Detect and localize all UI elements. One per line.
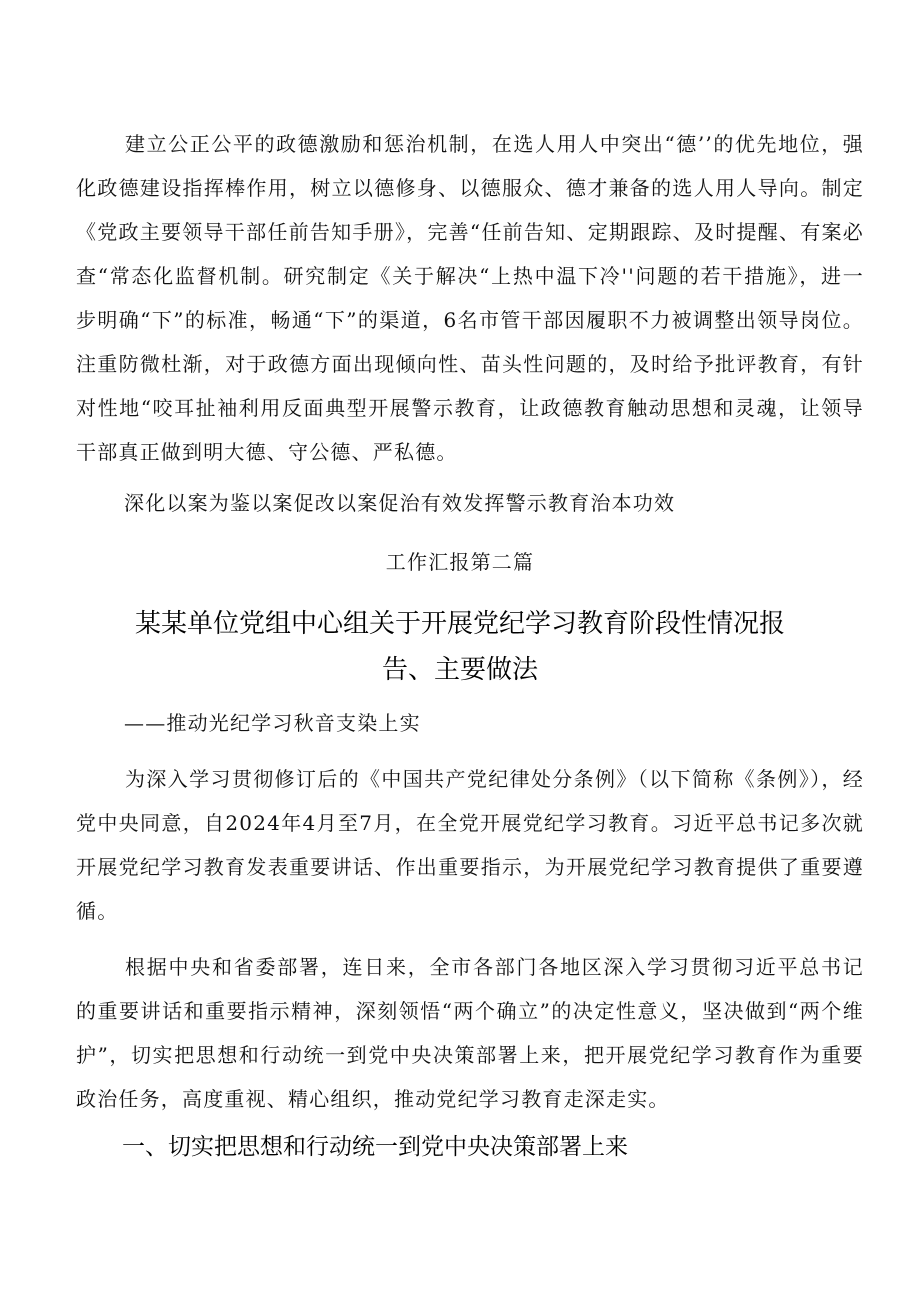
section-heading-1: 一、切实把思想和行动统一到党中央决策部署上来 — [122, 1134, 628, 1160]
byline: ——推动光纪学习秋音支染上实 — [124, 711, 421, 735]
body-paragraph-intro: 为深入学习贯彻修订后的《中国共产党纪律处分条例》（以下简称《条例》），经党中央同意，自2024年4月至7月，在全党开展党纪学习教育。习近平总书记多次就开展党纪学习教育发表重要讲话、作出重要指示，为开展党纪学习教育提供了重要遵循。 — [76, 767, 864, 923]
main-title-line-1: 某某单位党组中心组关于开展党纪学习教育阶段性情况报 — [134, 609, 785, 639]
body-paragraph-ethics-mechanism: 建立公正公平的政德激励和惩治机制，在选人用人中突出“德’’的优先地位，强化政德建设指挥棒作用，树立以德修身、以德服众、德才兼备的选人用人导向。制定《党政主要领导干部任前告知手册》，完善“任前告知、定期跟踪、及时提醒、有案必查“常态化监督机制。研究制定《关于解决“上热中温下冷''问题的若干措施》，进一步明确“下”的标准，畅通“下”的渠道，6名市管干部因履职不力被调整出领导岗位。注重防微杜渐，对于政德方面出现倾向性、苗头性问题的，及时给予批评教育，有针对性地“咬耳扯袖利用反面典型开展警示教育，让政德教育触动思想和灵魂，让领导干部真正做到明大德、守公德、严私德。 — [76, 132, 864, 464]
body-paragraph-warning-education: 深化以案为鉴以案促改以案促治有效发挥警示教育治本功效 — [124, 491, 676, 515]
main-title — [80, 601, 840, 693]
section-subtitle: 工作汇报第二篇 — [385, 550, 535, 574]
body-paragraph-deployment: 根据中央和省委部署，连日来，全市各部门各地区深入学习贯彻习近平总书记的重要讲话和重要指示精神，深刻领悟“两个确立”的决定性意义，坚决做到“两个维护”，切实把思想和行动统一到党中央决策部署上来，把开展党纪学习教育作为重要政治任务，高度重视、精心组织，推动党纪学习教育走深走实。 — [76, 955, 864, 1111]
main-title-line-2: 告、主要做法 — [381, 655, 538, 685]
